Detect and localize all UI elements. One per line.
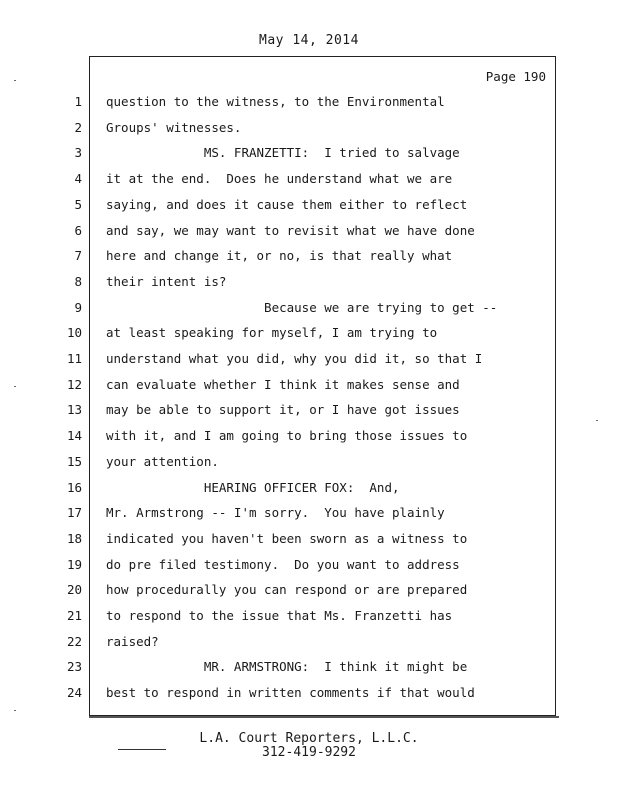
court-reporter-name: L.A. Court Reporters, L.L.C. xyxy=(199,731,419,746)
transcript-line: best to respond in written comments if that would xyxy=(106,685,475,700)
line-number: 4 xyxy=(74,171,82,186)
transcript-line: your attention. xyxy=(106,454,219,469)
frame-bottom-rule xyxy=(89,716,559,718)
transcript-line: can evaluate whether I think it makes sense and xyxy=(106,377,460,392)
line-number: 2 xyxy=(74,120,82,135)
line-number: 13 xyxy=(66,402,82,417)
transcript-line: raised? xyxy=(106,634,159,649)
line-number: 12 xyxy=(66,377,82,392)
transcript-line: MR. ARMSTRONG: I think it might be xyxy=(106,659,468,674)
line-number: 18 xyxy=(66,531,82,546)
scan-speck xyxy=(14,80,16,81)
line-number: 3 xyxy=(74,145,82,160)
transcript-date: May 14, 2014 xyxy=(259,33,359,48)
transcript-line: their intent is? xyxy=(106,274,227,289)
line-number: 9 xyxy=(74,300,82,315)
transcript-line: here and change it, or no, is that really what xyxy=(106,248,453,263)
transcript-line: it at the end. Does he understand what we are xyxy=(106,171,453,186)
scan-speck xyxy=(14,710,16,711)
line-number: 19 xyxy=(66,557,82,572)
line-number: 16 xyxy=(66,480,82,495)
transcript-line: Mr. Armstrong -- I'm sorry. You have plainly xyxy=(106,505,445,520)
line-number: 20 xyxy=(66,582,82,597)
line-number: 17 xyxy=(66,505,82,520)
transcript-line: saying, and does it cause them either to reflect xyxy=(106,197,468,212)
line-number: 6 xyxy=(74,223,82,238)
scan-speck xyxy=(14,386,16,387)
transcript-line: indicated you haven't been sworn as a witness to xyxy=(106,531,468,546)
transcript-line: do pre filed testimony. Do you want to address xyxy=(106,557,460,572)
transcript-line: how procedurally you can respond or are prepared xyxy=(106,582,468,597)
transcript-line: and say, we may want to revisit what we have done xyxy=(106,223,475,238)
line-number: 1 xyxy=(74,94,82,109)
scan-speck xyxy=(596,420,598,421)
line-number: 5 xyxy=(74,197,82,212)
line-number: 8 xyxy=(74,274,82,289)
transcript-line: Because we are trying to get -- xyxy=(106,300,498,315)
transcript-line: Groups' witnesses. xyxy=(106,120,242,135)
transcript-line: understand what you did, why you did it, so that I xyxy=(106,351,483,366)
line-number: 15 xyxy=(66,454,82,469)
line-number: 10 xyxy=(66,325,82,340)
transcript-line: question to the witness, to the Environmental xyxy=(106,94,445,109)
page-number: Page 190 xyxy=(485,69,546,84)
transcript-line: to respond to the issue that Ms. Franzetti has xyxy=(106,608,453,623)
court-reporter-phone: 312-419-9292 xyxy=(262,745,356,760)
line-number: 23 xyxy=(66,659,82,674)
transcript-line: may be able to support it, or I have got issues xyxy=(106,402,460,417)
line-number: 24 xyxy=(66,685,82,700)
line-number: 14 xyxy=(66,428,82,443)
line-number: 11 xyxy=(66,351,82,366)
line-number: 21 xyxy=(66,608,82,623)
line-number: 22 xyxy=(66,634,82,649)
transcript-line: HEARING OFFICER FOX: And, xyxy=(106,480,400,495)
transcript-line: at least speaking for myself, I am trying to xyxy=(106,325,438,340)
transcript-line: MS. FRANZETTI: I tried to salvage xyxy=(106,145,460,160)
line-number: 7 xyxy=(74,248,82,263)
transcript-line: with it, and I am going to bring those issues to xyxy=(106,428,468,443)
